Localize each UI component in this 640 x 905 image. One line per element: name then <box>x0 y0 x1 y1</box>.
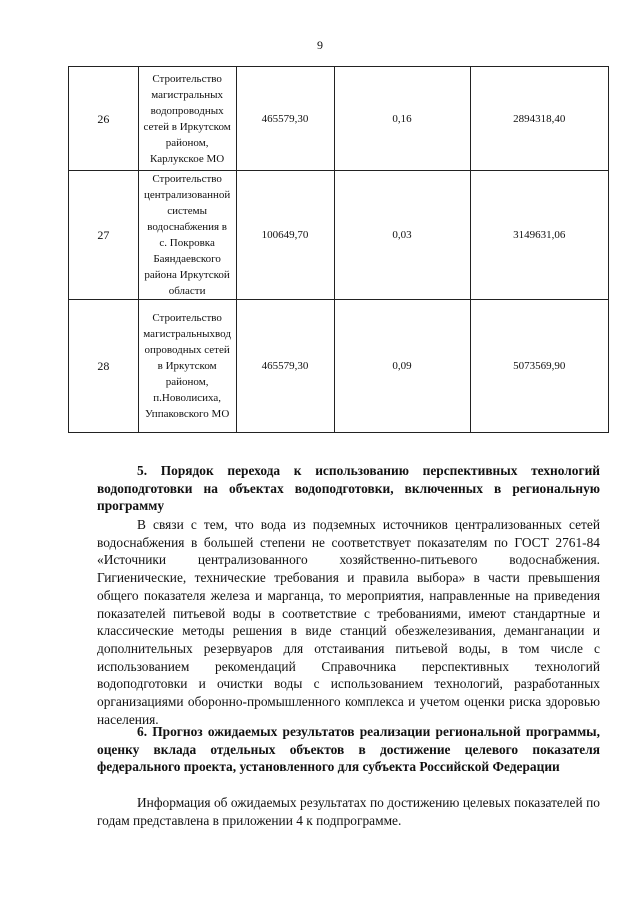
object-name-line: Строительство <box>152 72 222 85</box>
paragraph: В связи с тем, что вода из подземных источников централизованных сетей водоснабжения в большей степени не соответствует показателям по ГОСТ 2761-84 «Источники централизованного хозяйственно-питьевого водоснабжения. Гигиенические, технические требования и правила выбора» в части превышения общего показателя железа и марганца, то мероприятия, направленные на приведения показателей питьевой воды в соответствие с требованиями, имеют стандартные и классические методы решения в виде станций обезжелезивания, деманганации и дополнительных резервуаров для отстаивания питьевой воды, в том числе с использованием рекомендаций Справочника перспективных технологий водоподготовки и очистки воды с использованием технологий, разработанных организациями оборонно-промышленного комплекса и учетом оценки риска здоровью населения. <box>97 517 600 727</box>
total-value: 2894318,40 <box>470 67 608 171</box>
cost-value: 465579,30 <box>236 67 334 171</box>
object-name <box>138 300 236 433</box>
section-5-heading <box>97 462 600 515</box>
object-name-line: Уппаковского МО <box>144 408 230 420</box>
object-name-line: области <box>168 285 206 297</box>
object-name-line: Карлукское МО <box>150 152 225 165</box>
table-row <box>69 67 609 171</box>
total-value: 5073569,90 <box>470 300 608 433</box>
table-row <box>69 300 609 433</box>
section-6-heading <box>97 723 600 776</box>
object-name-line: водоснабжения в <box>147 221 227 233</box>
ratio-value: 0,03 <box>334 171 470 300</box>
object-name-line: п.Новолисиха, <box>153 392 221 404</box>
object-name-line: с. Покровка <box>159 237 215 249</box>
cost-value: 100649,70 <box>236 171 334 300</box>
row-number: 26 <box>69 67 139 171</box>
object-name-line: районом, <box>165 136 209 149</box>
object-name-line: магистральныхвод <box>143 328 231 340</box>
ratio-value: 0,16 <box>334 67 470 171</box>
section-heading: 5. Порядок перехода к использованию перспективных технологий водоподготовки на объектах водоподготовки, включенных в региональную программу <box>97 463 600 514</box>
object-name-line: в Иркутском <box>157 360 217 372</box>
data-table <box>68 66 609 433</box>
row-number: 28 <box>69 300 139 433</box>
cost-value: 465579,30 <box>236 300 334 433</box>
paragraph: Информация об ожидаемых результатах по достижению целевых показателей по годам представлена в приложении 4 к подпрограмме. <box>97 795 600 828</box>
object-name-line: района Иркутской <box>144 269 230 281</box>
table-row <box>69 171 609 300</box>
section-5-body <box>97 516 600 728</box>
object-name <box>138 67 236 171</box>
object-name <box>138 171 236 300</box>
page-number: 9 <box>317 38 323 52</box>
object-name-line: Строительство <box>152 312 222 324</box>
row-number: 27 <box>69 171 139 300</box>
object-name-line: районом, <box>165 376 209 388</box>
object-name-line: централизованной <box>143 189 231 201</box>
object-name-line: Баяндаевского <box>153 253 221 265</box>
object-name-line: Строительство <box>152 173 222 185</box>
total-value: 3149631,06 <box>470 171 608 300</box>
object-name-line: магистральных <box>151 88 223 101</box>
object-name-line: системы <box>167 205 207 217</box>
object-name-line: опроводных сетей <box>144 344 230 356</box>
object-name-line: сетей в Иркутском <box>143 120 231 133</box>
section-heading: 6. Прогноз ожидаемых результатов реализации региональной программы, оценку вклада отдельных объектов в достижение целевого показателя федерального проекта, установленного для субъекта Российской Федерации <box>97 724 600 775</box>
ratio-value: 0,09 <box>334 300 470 433</box>
object-name-line: водопроводных <box>150 104 224 117</box>
section-6-body <box>97 794 600 829</box>
